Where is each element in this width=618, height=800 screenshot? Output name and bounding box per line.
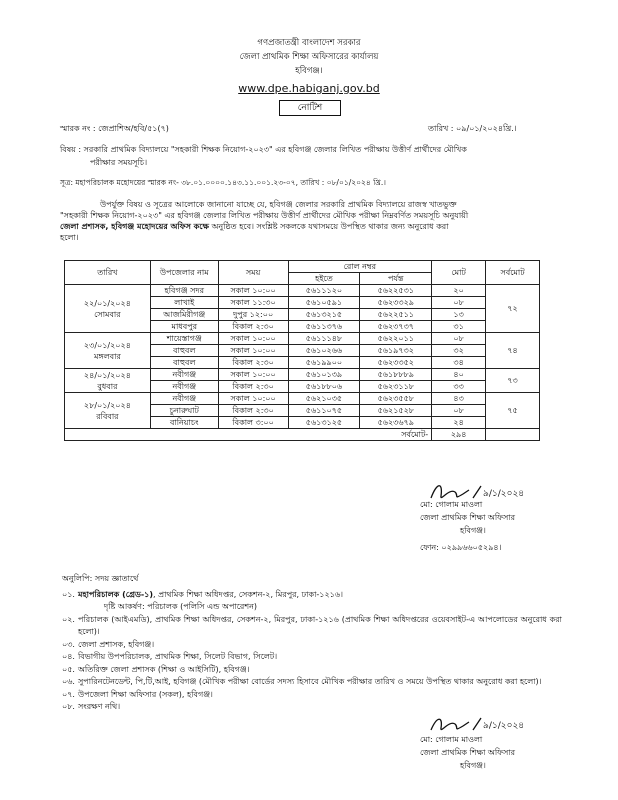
list-item: ০৬. সুপারিনটেনডেন্ট, পি,টি,আই, হবিগঞ্জ (মৌখিক পরীক্ষা বোর্ডের সদস্য হিসাবে মৌখিক পরীক্ষার তারিখ ও সময়ে উপস্থিত থাকার অনুরোধ করা হলো)। [62,677,542,686]
table-cell: ৫৬১৩১২৫ [288,417,360,429]
table-cell: ৫৬১৮৮০৬ [288,381,360,393]
cc-list [62,573,562,714]
table-cell: সকাল ১০:০০ [218,285,288,297]
signature-2-block [420,733,515,772]
table-cell: সকাল ১০:০০ [218,393,288,405]
subject-line-2: পরীক্ষার সময়সূচি। [90,158,148,167]
cc-title: অনুলিপি: সদয় জ্ঞাতার্থে [62,574,139,583]
table-cell: ৫৬১১১৪৮ [288,333,360,345]
table-cell: ৫৬২৩৫৫৮ [360,393,432,405]
body-line-3-rest: অনুষ্ঠিত হবে। সংশ্লিষ্ট সকলকে যথাসময়ে উপস্থিত থাকার জন্য অনুরোধ করা [208,222,449,231]
header-time: সময় [218,261,288,285]
header-date: তারিখ [65,261,151,285]
table-cell: বিকাল ২:৩০ [218,381,288,393]
table-cell: ৫৬২২০১১ [360,333,432,345]
table-cell: বিকাল ২:৩০ [218,321,288,333]
table-cell: ৫৬২৩৩৫২ [360,357,432,369]
memo-date: তারিখ : ০৯/০১/২০২৪খ্রি.। [428,124,517,133]
table-cell: ২৪ [432,417,486,429]
table-cell: সকাল ১০:০০ [218,369,288,381]
table-cell: শায়েস্তাগঞ্জ [150,333,218,345]
table-cell: সকাল ১০:০০ [218,333,288,345]
footer-label: সর্বমোট- [65,429,432,441]
table-cell: বাহুবল [150,357,218,369]
schedule-table [64,260,540,441]
table-cell: দুপুর ১২:০০ [218,309,288,321]
header-upazila: উপজেলার নাম [150,261,218,285]
venue-text: জেলা প্রশাসক, হবিগঞ্জ মহোদয়ের অফিস কক্ষে [60,222,209,231]
table-cell: ৫৬১১১২০ [288,285,360,297]
notice-title: নোটিশ [279,100,341,116]
signature-2-date: ৯/১/২০২৪ [483,721,525,731]
table-cell: ০৮ [432,333,486,345]
table-cell: ৩২ [432,345,486,357]
office-location: হবিগঞ্জ। [295,66,323,76]
table-cell: ১৩ [432,309,486,321]
table-row [65,369,540,381]
website-link[interactable]: www.dpe.habiganj.gov.bd [238,82,380,95]
signature-1-name: মো: গোলাম মাওলা [420,500,483,509]
gov-name: গণপ্রজাতন্ত্রী বাংলাদেশ সরকার [257,38,361,48]
table-cell: হবিগঞ্জ সদর [150,285,218,297]
table-cell: ৫৬২১৫২৮ [360,405,432,417]
table-cell: ২০ [432,285,486,297]
table-cell: আজমিরীগঞ্জ [150,309,218,321]
table-cell: নবীগঞ্জ [150,381,218,393]
table-cell: ৩৪ [432,357,486,369]
signature-2-place: হবিগঞ্জ। [460,761,486,770]
table-cell: ৫৬১০১৩৯ [288,369,360,381]
signature-1-designation: জেলা প্রাথমিক শিক্ষা অফিসার [420,513,516,522]
list-item: ০৮. সংরক্ষণ নথি। [62,702,121,711]
signature-2-designation: জেলা প্রাথমিক শিক্ষা অফিসার [420,748,516,757]
day-cell: ২২/০১/২০২৪ সোমবার [65,285,151,333]
header-roll: রোল নম্বর [288,261,432,273]
table-cell: ৫৬১১০৭৫ [288,405,360,417]
table-cell: ৪০ [432,369,486,381]
table-cell: ৫৬১০৫৯১ [288,297,360,309]
table-cell: বিকাল ২:৩০ [218,357,288,369]
table-footer-row [65,429,540,441]
table-row [65,333,540,345]
list-item: ০৫. অতিরিক্ত জেলা প্রশাসক (শিক্ষা ও আইসিটি), হবিগঞ্জ। [62,664,250,674]
header-total: মোট [432,261,486,285]
list-item: ০৩. জেলা প্রশাসক, হবিগঞ্জ। [62,639,155,649]
table-cell: ৫৬২২৫১১ [360,309,432,321]
grand-total-cell: ৭৪ [486,333,540,369]
list-item: ০৭. উপজেলা শিক্ষা অফিসার (সকল), হবিগঞ্জ। [62,689,213,699]
signature-1-block [420,498,515,554]
table-cell: ৫৬২২৫৩১ [360,285,432,297]
table-header-row [65,261,540,273]
table-row [65,393,540,405]
office-name: জেলা প্রাথমিক শিক্ষা অফিসারের কার্যালয় [239,52,379,62]
header-roll-from: হইতে [288,273,360,285]
table-cell: মাধবপুর [150,321,218,333]
table-cell: ০৮ [432,297,486,309]
table-cell: চুনারুঘাট [150,405,218,417]
list-item: ০২. পরিচালক (আইএমডি), প্রাথমিক শিক্ষা অধিদপ্তর, সেকশন-২, মিরপুর, ঢাকা-১২১৬ (প্রাথমিক শিক্ষা অধিদপ্তরের ওয়েবসাইট-এ আপলোডের অনুরোধ করা হলো)। [62,614,562,636]
table-cell: সকাল ১১:৩০ [218,297,288,309]
memo-ref: স্মারক নং : জেপ্রাশিঅ/হবি/৫১(৭) [60,124,169,133]
table-cell [486,429,540,441]
table-cell: ৫৬২১০৩৫ [288,393,360,405]
table-cell: ৫৬১৯৯০০ [288,357,360,369]
grand-total-cell: ৭৩ [486,369,540,393]
signature-1-place: হবিগঞ্জ। [460,526,486,535]
signature-1-date: ৯/১/২০২৪ [483,489,525,499]
table-cell: ৫৬১৮৮৮৯ [360,369,432,381]
table-cell: ৫৬২৩৬৭৯ [360,417,432,429]
signature-1-phone: ফোন: ০২৯৯৬৬০৫২৯৪। [420,543,502,552]
table-row [65,285,540,297]
table-cell: ০৮ [432,405,486,417]
header-grand-total: সর্বমোট [486,261,540,285]
body-line-2: "সহকারী শিক্ষক নিয়োগ-২০২৩" এর হবিগঞ্জ জেলার লিখিত পরীক্ষায় উত্তীর্ণ প্রার্থীদের মৌখিক পরীক্ষা নিম্নবর্ণিত সময়সূচি অনুযায়ী [60,211,469,220]
table-cell: লাখাই [150,297,218,309]
table-cell: নবীগঞ্জ [150,369,218,381]
grand-total-cell: ৭২ [486,285,540,333]
table-cell: ৫৬২৩১১৮ [360,381,432,393]
table-cell: ৫৬২৩৩২৯ [360,297,432,309]
header-roll-to: পর্যন্ত [360,273,432,285]
table-cell: ৪৩ [432,393,486,405]
day-cell: ২৩/০১/২০২৪ মঙ্গলবার [65,333,151,369]
table-cell: সকাল ১০:০০ [218,345,288,357]
day-cell: ২৮/০১/২০২৪ রবিবার [65,393,151,429]
table-cell: ৫৬১৯৭৩২ [360,345,432,357]
table-cell: বাহুবল [150,345,218,357]
footer-total: ২৯৪ [432,429,486,441]
list-item-sub: দৃষ্টি আকর্ষণ: পরিচালক (পলিসি এন্ড অপারেশন) [104,602,257,611]
table-cell: ৫৬১০২৬৬ [288,345,360,357]
body-line-3 [60,221,560,232]
table-cell: নবীগঞ্জ [150,393,218,405]
source-reference: সূত্র: মহাপরিচালক মহোদয়ের স্মারক নং- ৩৮.০১.০০০০.১৪৩.১১.০০১.২৩-০৭, তারিখ : ০৮/০১/২০২৪ খ্রি.। [60,178,386,187]
subject-line-1: বিষয় : সরকারি প্রাথমিক বিদ্যালয়ে "সহকারী শিক্ষক নিয়োগ-২০২৩" এর হবিগঞ্জ জেলার লিখিত পরীক্ষায় উত্তীর্ণ প্রার্থীদের মৌখিক [60,145,467,154]
body-paragraph [60,199,560,243]
signature-2-name: মো: গোলাম মাওলা [420,735,483,744]
body-line-4: হলো। [60,233,79,242]
table-cell: বিকাল ২:৩০ [218,405,288,417]
table-cell: ৩১ [432,321,486,333]
day-cell: ২৪/০১/২০২৪ বুধবার [65,369,151,393]
grand-total-cell: ৭৫ [486,393,540,429]
list-item: ০৪. বিভাগীয় উপপরিচালক, প্রাথমিক শিক্ষা, সিলেট বিভাগ, সিলেট। [62,652,278,661]
table-cell: ৫৬২৩৭৩৭ [360,321,432,333]
table-cell: বানিয়াচং [150,417,218,429]
table-cell: বিকাল ৩:০০ [218,417,288,429]
table-cell: ৩৩ [432,381,486,393]
list-item: ০১. মহাপরিচালক (গ্রেড-১), প্রাথমিক শিক্ষা অধিদপ্তর, সেকশন-২, মিরপুর, ঢাকা-১২১৬। [62,589,343,599]
body-line-1: উপর্যুক্ত বিষয় ও সূত্রের আলোকে জানানো যাচ্ছে যে, হবিগঞ্জ জেলার সরকারি প্রাথমিক বিদ্যালয়ে রাজস্ব খাতভুক্ত [100,200,457,209]
table-cell: ৫৬১১৩৭৬ [288,321,360,333]
table-cell: ৫৬১৩২১৫ [288,309,360,321]
